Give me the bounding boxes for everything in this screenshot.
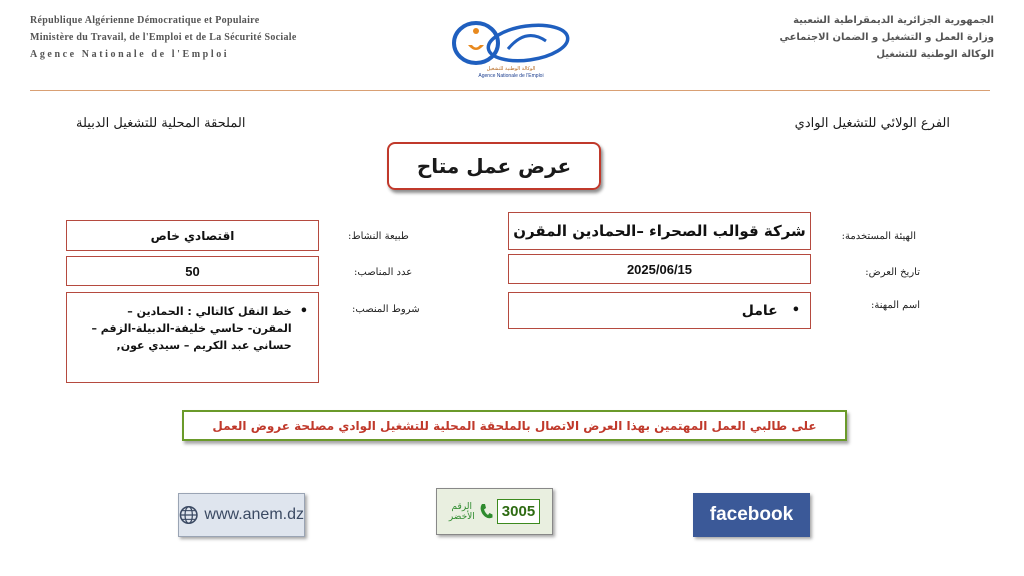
- employer-label: الهيئة المستخدمة:: [841, 231, 916, 242]
- facebook-button[interactable]: [693, 493, 810, 537]
- offer-date-value: 2025/06/15: [508, 254, 811, 284]
- header-arabic-line-2: وزارة العمل و التشغيل و الضمان الاجتماعي: [779, 32, 994, 43]
- anem-logo-graphic: [446, 15, 576, 70]
- website-label: www.anem.dz: [204, 506, 304, 523]
- bullet-icon: •: [791, 303, 800, 318]
- conditions-box: [66, 292, 319, 383]
- header-divider: [30, 90, 990, 91]
- page-title: عرض عمل متاح: [387, 142, 601, 190]
- bullet-icon: •: [299, 304, 308, 319]
- phone-icon: [479, 503, 493, 521]
- green-number-button[interactable]: [436, 488, 553, 535]
- job-title-box: [508, 292, 811, 329]
- header-french-line-2: Ministère du Travail, de l'Emploi et de La Sécurité Sociale: [30, 32, 297, 43]
- employer-value: شركة قوالب الصحراء –الحمادين المقرن: [508, 212, 811, 250]
- logo-caption-fr: Agence Nationale de l'Emploi: [478, 73, 544, 79]
- activity-value: اقتصادي خاص: [66, 220, 319, 251]
- header-arabic-line-1: الجمهورية الجزائرية الديمقراطية الشعبية: [793, 15, 994, 26]
- green-number-label-line-1: الرقم: [451, 501, 473, 512]
- local-annex-label: الملحقة المحلية للتشغيل الدبيلة: [76, 116, 246, 131]
- header-arabic: [594, 12, 994, 63]
- offer-date-label: تاريخ العرض:: [865, 267, 920, 278]
- header-french-line-1: République Algérienne Démocratique et Populaire: [30, 15, 260, 26]
- conditions-label: شروط المنصب:: [352, 304, 420, 315]
- job-title-label: اسم المهنة:: [871, 300, 920, 311]
- activity-label: طبيعة النشاط:: [348, 231, 409, 242]
- header-arabic-line-3: الوكالة الوطنية للتشغيل: [876, 49, 994, 60]
- contact-banner: على طالبي العمل المهتمين بهذا العرض الاتصال بالملحقة المحلية للتشغيل الوادي مصلحة عروض العمل: [182, 410, 847, 441]
- logo-caption-ar: الوكالة الوطنية للتشغيل: [486, 66, 536, 72]
- job-title-value: عامل: [741, 302, 778, 319]
- facebook-label: facebook: [709, 504, 794, 525]
- green-number: 3005: [497, 499, 540, 524]
- header-french: [30, 12, 420, 63]
- header-french-line-3: Agence Nationale de l'Emploi: [30, 49, 230, 60]
- globe-icon: [179, 505, 198, 525]
- logo-caption: [446, 66, 576, 80]
- website-button[interactable]: [178, 493, 305, 537]
- conditions-value: خط النقل كالتالي : الحمادين – المقرن- حاسي خليفة-الدبيلة-الزقم – حساني عبد الكريم – سيدي عون,: [91, 305, 292, 352]
- green-number-label: [449, 502, 475, 522]
- anem-logo: [446, 15, 576, 95]
- green-number-label-line-2: الأخضر: [448, 511, 475, 522]
- wilaya-branch-label: الفرع الولائي للتشغيل الوادي: [794, 116, 950, 131]
- positions-label: عدد المناصب:: [354, 267, 413, 278]
- positions-value: 50: [66, 256, 319, 286]
